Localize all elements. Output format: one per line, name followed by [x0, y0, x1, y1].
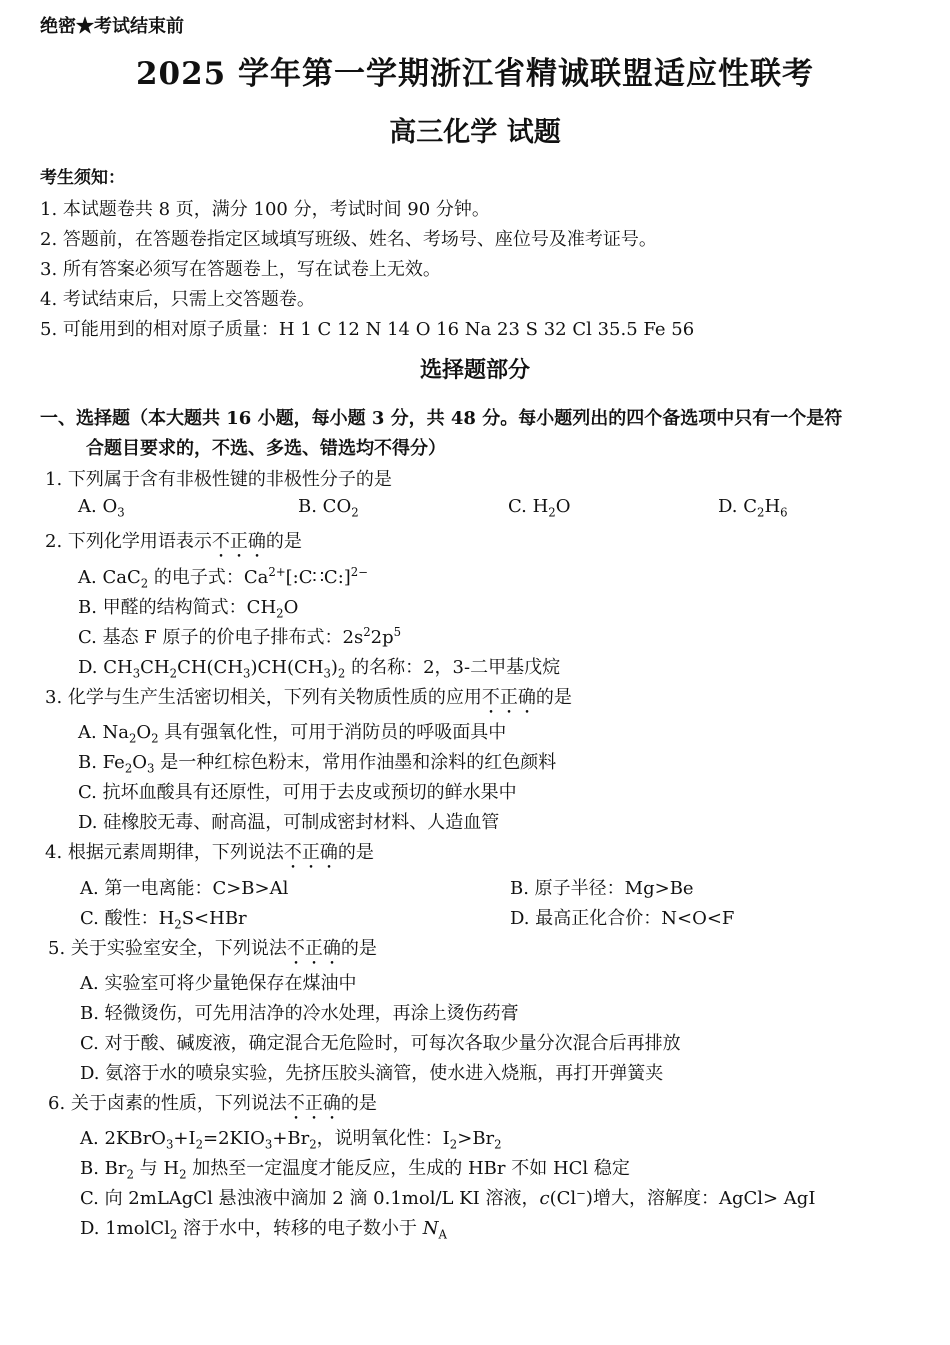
question-2-option-a: A. CaC$_2$ 的电子式：$Ca^{2+}[:C∷C:]^{2-}$ — [78, 565, 369, 591]
notice-heading: 考生须知： — [40, 168, 125, 188]
notice-item: 4. 考试结束后，只需上交答题卷。 — [40, 289, 315, 310]
question-4-option-b: B. 原子半径：Mg>Be — [510, 878, 694, 899]
question-4-option-d: D. 最高正化合价：N<O<F — [510, 908, 735, 929]
notice-item: 3. 所有答案必须写在答题卷上，写在试卷上无效。 — [40, 259, 441, 280]
question-2-option-d: D. $CH_3CH_2CH(CH_3)CH(CH_3)_2$ 的名称：2，3-二甲基戊烷 — [78, 657, 561, 681]
question-3-option-a: A. $Na_2O_2$ 具有强氧化性，可用于消防员的呼吸面具中 — [78, 722, 507, 746]
question-4-option-c: C. 酸性：$H_2S<HBr$ — [80, 908, 247, 932]
question-5-option-a: A. 实验室可将少量铯保存在煤油中 — [80, 973, 357, 994]
section-instruction: 一、选择题（本大题共 16 小题，每小题 3 分，共 48 分。每小题列出的四个备选项中只有一个是符 — [40, 408, 843, 429]
question-1-option-d: D. $C_2H_6$ — [718, 496, 788, 520]
exam-title: 2025 学年第一学期浙江省精诚联盟适应性联考 — [135, 56, 815, 92]
notice-item: 1. 本试题卷共 8 页，满分 100 分，考试时间 90 分钟。 — [40, 199, 490, 220]
question-6-stem: 6. 关于卤素的性质，下列说法不正确的是 — [48, 1093, 377, 1114]
question-6-option-c: C. 向 2mLAgCl 悬浊液中滴加 2 滴 0.1mol/L KI 溶液，c(Cl−)增大，溶解度：AgCl> AgI — [80, 1186, 816, 1209]
question-6-option-d: D. 1molCl$_2$ 溶于水中，转移的电子数小于 $N_A$ — [80, 1218, 447, 1242]
question-3-option-d: D. 硅橡胶无毒、耐高温，可制成密封材料、人造血管 — [78, 812, 500, 833]
question-6-option-b: B. $Br_2$ 与 $H_2$ 加热至一定温度才能反应，生成的 HBr 不如 HCl 稳定 — [80, 1158, 630, 1182]
question-2-option-c: C. 基态 F 原子的价电子排布式：$2s^22p^5$ — [78, 625, 402, 648]
question-2-option-b: B. 甲醛的结构简式：$CH_2O$ — [78, 597, 299, 621]
notice-item: 2. 答题前，在答题卷指定区域填写班级、姓名、考场号、座位号及准考证号。 — [40, 229, 657, 250]
question-3-stem: 3. 化学与生产生活密切相关，下列有关物质性质的应用不正确的是 — [45, 687, 572, 708]
question-5-option-c: C. 对于酸、碱废液，确定混合无危险时，可每次各取少量分次混合后再排放 — [80, 1033, 681, 1054]
section-title: 选择题部分 — [419, 357, 530, 383]
question-2-stem: 2. 下列化学用语表示不正确的是 — [45, 531, 302, 552]
question-5-stem: 5. 关于实验室安全，下列说法不正确的是 — [48, 938, 377, 959]
question-4-stem: 4. 根据元素周期律，下列说法不正确的是 — [45, 842, 374, 863]
section-instruction-cont: 合题目要求的，不选、多选、错选均不得分） — [86, 438, 446, 459]
question-3-option-b: B. $Fe_2O_3$ 是一种红棕色粉末，常用作油墨和涂料的红色颜料 — [78, 752, 557, 776]
question-1-stem: 1. 下列属于含有非极性键的非极性分子的是 — [45, 469, 392, 490]
question-1-option-b: B. $CO_2$ — [298, 496, 359, 520]
question-5-option-b: B. 轻微烫伤，可先用洁净的冷水处理，再涂上烫伤药膏 — [80, 1003, 519, 1024]
question-6-option-a: A. $2KBrO_3+I_2=2KIO_3+Br_2$，说明氧化性：$I_2>Br_2$ — [80, 1128, 502, 1152]
notice-item: 5. 可能用到的相对原子质量：H 1 C 12 N 14 O 16 Na 23 S 32 Cl 35.5 Fe 56 — [40, 319, 695, 340]
question-1-option-a: A. $O_3$ — [78, 496, 125, 520]
exam-subtitle: 高三化学 试题 — [389, 117, 561, 148]
question-3-option-c: C. 抗坏血酸具有还原性，可用于去皮或预切的鲜水果中 — [78, 782, 517, 803]
question-1-option-c: C. $H_2O$ — [508, 496, 571, 520]
confidential-label: 绝密★考试结束前 — [40, 16, 184, 37]
question-4-option-a: A. 第一电离能：C>B>Al — [80, 878, 289, 899]
question-5-option-d: D. 氨溶于水的喷泉实验，先挤压胶头滴管，使水进入烧瓶，再打开弹簧夹 — [80, 1063, 664, 1084]
